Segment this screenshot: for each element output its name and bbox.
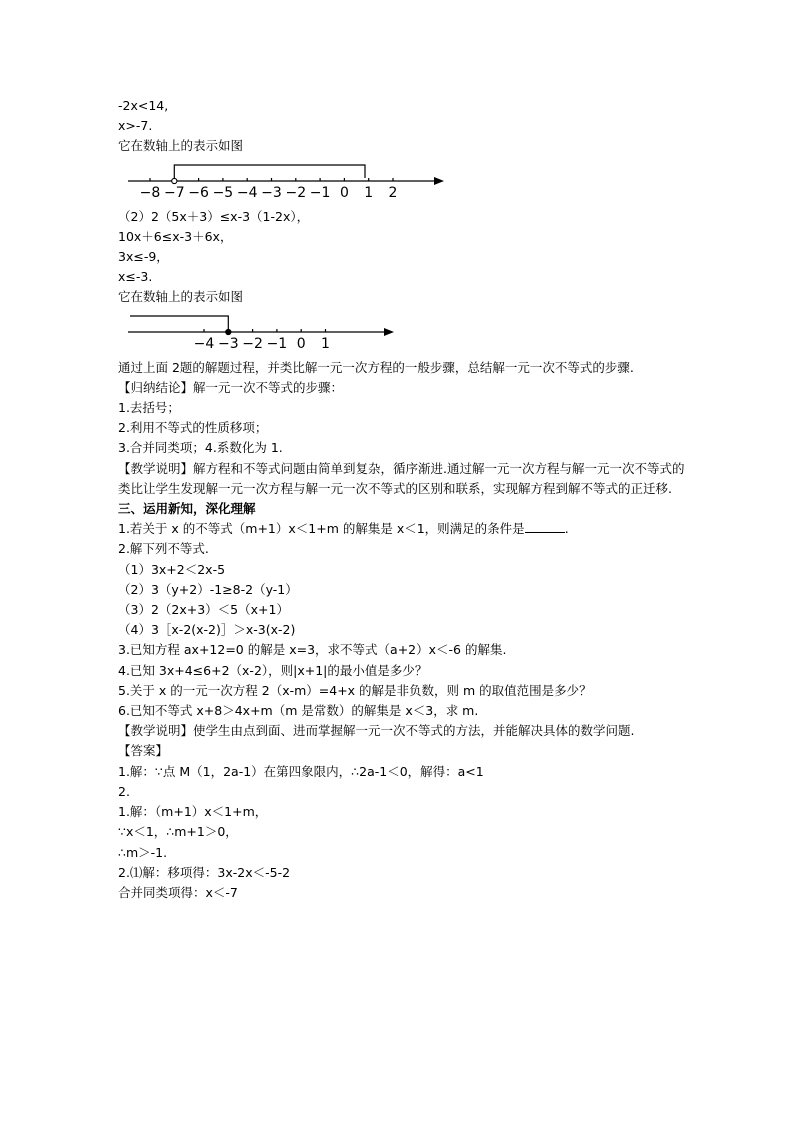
tick-label: −1 <box>309 184 331 201</box>
solution-ray <box>174 165 365 178</box>
answer-line: 1.解：（m+1）x＜1+m， <box>118 804 268 820</box>
question-2-item: （1）3x+2＜2x-5 <box>118 561 226 577</box>
tick-label: −7 <box>163 184 185 201</box>
tick-label: 0 <box>296 335 306 352</box>
axis-arrow <box>434 177 444 185</box>
answer-line: ∴m＞-1. <box>118 844 168 860</box>
answer-line: ∵x＜1，∴m+1＞0， <box>118 824 238 840</box>
question-5: 5.关于 x 的一元一次方程 2（x-m）=4+x 的解是非负数，则 m 的取值范围是多少？ <box>118 682 592 698</box>
answer-line: 合并同类项得：x＜-7 <box>118 884 238 900</box>
question-2-item: （2）3（y+2）-1≥8-2（y-1） <box>118 581 298 597</box>
text-line: 3x≤-9， <box>118 249 169 265</box>
text-line: x≤-3. <box>118 269 153 285</box>
tick-label: −5 <box>212 184 234 201</box>
closed-point <box>226 329 231 334</box>
axis-arrow <box>384 328 394 336</box>
question-3: 3.已知方程 ax+12=0 的解是 x=3，求不等式（a+2）x＜-6 的解集. <box>118 642 507 658</box>
question-2: 2.解下列不等式. <box>118 541 209 557</box>
tick-label: −4 <box>236 184 258 201</box>
tick-label: 2 <box>388 184 398 201</box>
answer-blank <box>525 520 565 533</box>
question-2-item: （4）3［x-2(x-2)］＞x-3(x-2) <box>118 622 296 638</box>
section-heading: 三、运用新知，深化理解 <box>118 501 256 517</box>
question-6: 6.已知不等式 x+8＞4x+m（m 是常数）的解集是 x＜3，求 m. <box>118 703 479 719</box>
summary-intro: 通过上面 2题的解题过程，并类比解一元一次方程的一般步骤，总结解一元一次不等式的步骤. <box>118 359 634 375</box>
answer-line: 2. <box>118 783 130 799</box>
question-2-item: （3）2（2x+3）＜5（x+1） <box>118 602 289 618</box>
text-line: 它在数轴上的表示如图 <box>118 289 244 305</box>
tick-label: 1 <box>321 335 330 352</box>
step-item: 2.利用不等式的性质移项； <box>118 420 268 436</box>
question-4: 4.已知 3x+4≤6+2（x-2），则|x+1|的最小值是多少？ <box>118 662 428 678</box>
tick-label: −3 <box>261 184 282 201</box>
tick-label: 1 <box>364 184 374 201</box>
text-line: 10x＋6≤x-3＋6x， <box>118 228 233 244</box>
text-line: （2）2（5x＋3）≤x-3（1-2x）， <box>118 208 310 224</box>
conclusion-title: 【归纳结论】解一元一次不等式的步骤： <box>118 379 344 395</box>
answer-line: 1.解：∵点 M（1，2a-1）在第四象限内，∴2a-1＜0，解得：a<1 <box>118 763 484 779</box>
teaching-note: 【教学说明】使学生由点到面、进而掌握解一元一次不等式的方法，并能解决具体的数学问题. <box>118 723 635 739</box>
answer-line: 2.⑴解：移项得：3x-2x＜-5-2 <box>118 864 291 880</box>
document-page <box>118 96 688 903</box>
tick-label: −2 <box>242 335 263 352</box>
tick-label: −3 <box>217 335 239 352</box>
step-item: 3.合并同类项；4.系数化为 1. <box>118 440 283 456</box>
number-line-1 <box>126 159 446 203</box>
text-line: x>-7. <box>118 118 153 134</box>
text-line: -2x<14, <box>118 98 169 113</box>
tick-label: −6 <box>188 184 209 201</box>
tick-label: −8 <box>139 184 161 201</box>
question-1 <box>118 519 688 539</box>
text-line: 它在数轴上的表示如图 <box>118 138 244 154</box>
step-item: 1.去括号； <box>118 400 180 416</box>
tick-label: 0 <box>339 184 349 201</box>
teaching-note: 【教学说明】解方程和不等式问题由简单到复杂，循序渐进.通过解一元一次方程与解一元一次不等式的类比让学生发现解一元一次方程与解一元一次不等式的区别和联系，实现解方程到解不等式的正迁移. <box>118 460 685 496</box>
question-1-text: 1.若关于 x 的不等式（m+1）x＜1+m 的解集是 x＜1，则满足的条件是 <box>118 521 525 537</box>
solution-ray <box>130 316 228 329</box>
answers-heading: 【答案】 <box>118 743 169 759</box>
number-line-2 <box>126 310 396 354</box>
tick-label: −4 <box>193 335 215 352</box>
open-point <box>172 178 177 183</box>
question-1-end: . <box>564 521 569 537</box>
tick-label: −2 <box>285 184 307 201</box>
tick-label: −1 <box>266 335 288 352</box>
